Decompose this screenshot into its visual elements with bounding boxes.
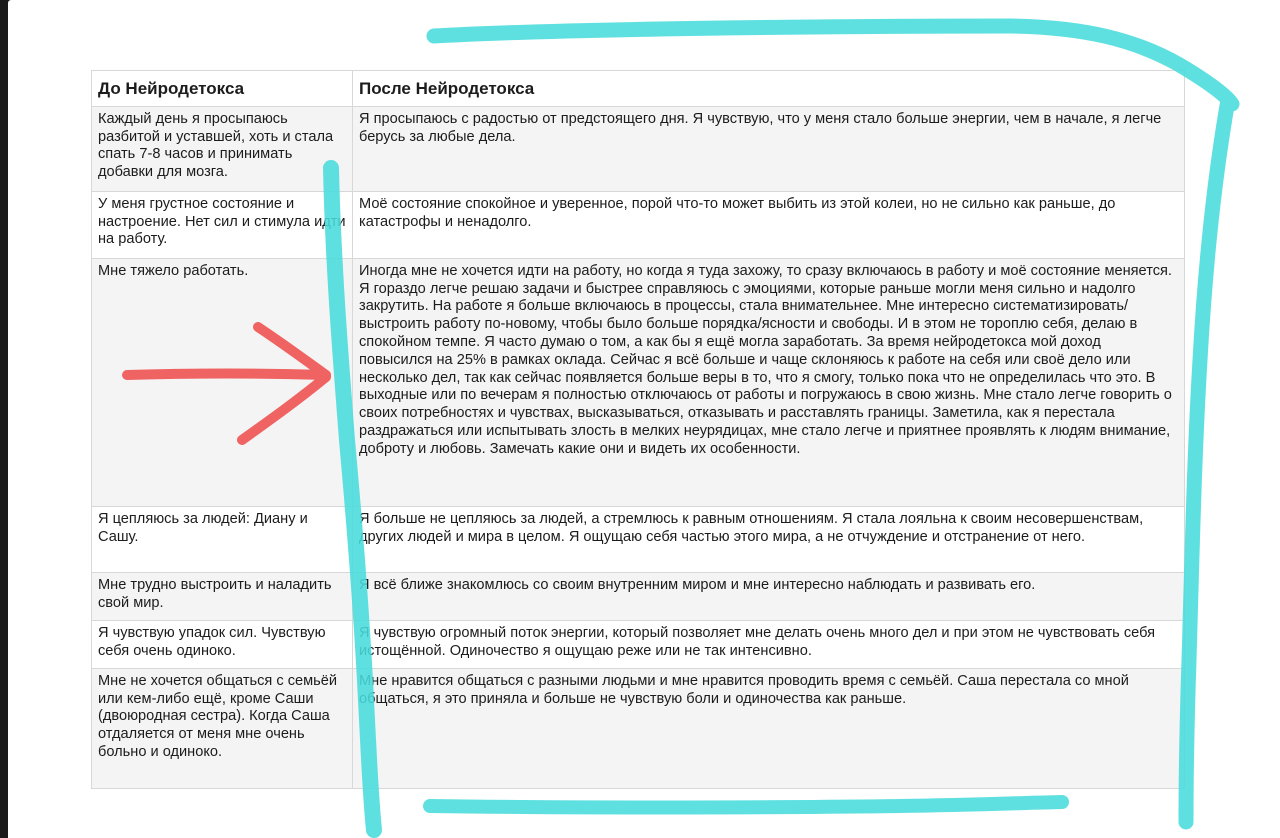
header-row xyxy=(92,71,1185,107)
cell-after: Я больше не цепляюсь за людей, а стремлюсь к равным отношениям. Я стала лояльна к своим несовершенствам, других людей и мира в целом. Я ощущаю себя частью этого мира, а не отчуждение и отстранение от него. xyxy=(353,506,1185,572)
cell-before: Мне не хочется общаться с семьёй или кем-либо ещё, кроме Саши (двоюродная сестра). Когда Саша отдаляется от меня мне очень больно и одиноко. xyxy=(92,668,353,788)
table-row xyxy=(92,106,1185,191)
table-row xyxy=(92,572,1185,620)
cell-before: У меня грустное состояние и настроение. Нет сил и стимула идти на работу. xyxy=(92,191,353,258)
header-before: До Нейродетокса xyxy=(92,71,353,107)
cell-before: Мне трудно выстроить и наладить свой мир. xyxy=(92,572,353,620)
table-row xyxy=(92,506,1185,572)
cell-after: Моё состояние спокойное и уверенное, порой что-то может выбить из этой колеи, но не сильно как раньше, до катастрофы и ненадолго. xyxy=(353,191,1185,258)
header-after: После Нейродетокса xyxy=(353,71,1185,107)
cell-after: Я чувствую огромный поток энергии, который позволяет мне делать очень много дел и при этом не чувствовать себя истощённой. Одиночество я ощущаю реже или не так интенсивно. xyxy=(353,620,1185,668)
cell-after: Мне нравится общаться с разными людьми и мне нравится проводить время с семьёй. Саша перестала со мной общаться, я это приняла и больше не чувствую боли и одиночества как раньше. xyxy=(353,668,1185,788)
comparison-table xyxy=(91,70,1185,789)
cell-after: Я просыпаюсь с радостью от предстоящего дня. Я чувствую, что у меня стало больше энергии, чем в начале, я легче берусь за любые дела. xyxy=(353,106,1185,191)
cell-before: Каждый день я просыпаюсь разбитой и уставшей, хоть и стала спать 7-8 часов и принимать добавки для мозга. xyxy=(92,106,353,191)
table-row xyxy=(92,620,1185,668)
cell-after: Я всё ближе знакомлюсь со своим внутренним миром и мне интересно наблюдать и развивать его. xyxy=(353,572,1185,620)
table-row xyxy=(92,191,1185,258)
table-row xyxy=(92,668,1185,788)
table-row xyxy=(92,258,1185,506)
cell-before: Мне тяжело работать. xyxy=(92,258,353,506)
cell-before: Я чувствую упадок сил. Чувствую себя очень одиноко. xyxy=(92,620,353,668)
cell-before: Я цепляюсь за людей: Диану и Сашу. xyxy=(92,506,353,572)
cell-after: Иногда мне не хочется идти на работу, но когда я туда захожу, то сразу включаюсь в работу и моё состояние меняется. Я гораздо легче решаю задачи и быстрее справляюсь с эмоциями, которые раньше могли меня сильно и надолго закрутить. На работе я больше включаюсь в процессы, стала внимательнее. Мне интересно систематизировать/выстроить работу по-новому, чтобы было больше порядка/ясности и свободы. И в этом не тороплю себя, делаю в спокойном темпе. Я часто думаю о том, а как бы я ещё могла заработать. За время нейродетокса мой доход повысился на 25% в рамках оклада. Сейчас я всё больше и чаще склоняюсь к работе на себя или своё дело или несколько дел, так как сейчас появляется больше веры в то, что я смогу, только пока что не определилась что это. В выходные или по вечерам я полностью отключаюсь от работы и погружаюсь в свою жизнь. Мне стало легче говорить о своих потребностях и чувствах, высказываться, отказывать и расставлять границы. Заметила, как я перестала раздражаться или испытывать злость в мелких неурядицах, мне стало легче и приятнее проявлять к людям внимание, доброту и любовь. Замечать какие они и видеть их особенности. xyxy=(353,258,1185,506)
